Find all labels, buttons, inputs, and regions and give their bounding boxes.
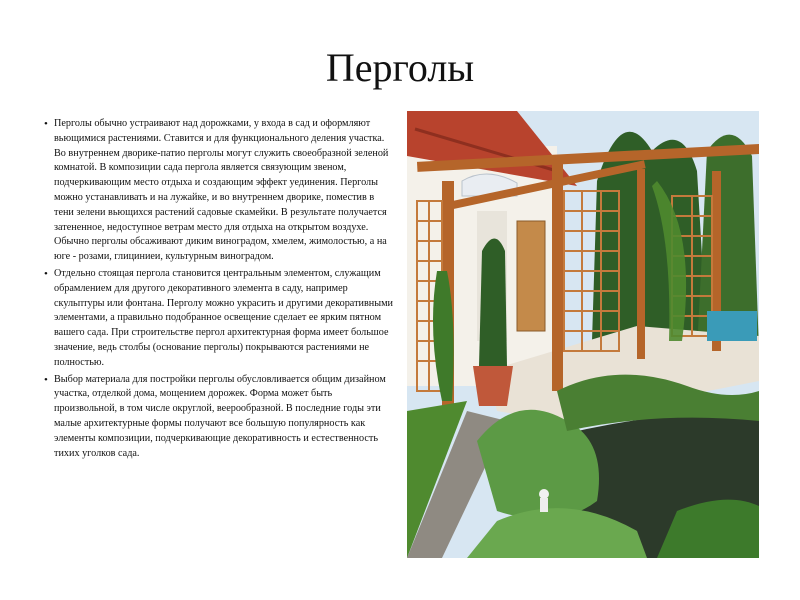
cypress: [479, 239, 507, 367]
pergola-illustration: [407, 111, 759, 558]
pergola-photo: [407, 111, 759, 558]
bench: [707, 311, 757, 341]
slide-title: Перголы: [325, 45, 475, 90]
bullet-list: [44, 117, 394, 463]
flower-pot: [473, 366, 513, 406]
bullet-paragraph-1: • Перголы обычно устраивают над дорожками, у входа в сад и оформляют вьющимися растениями. Ставится и для функционального деления участка. Во внутреннем дворике-патио перголы могут служить своеобразной зеленой комнатой. В композиции сада пергола является связующим звеном, подчеркивающим место отдыха и создающим эффект уединения. Перголы можно устанавливать и на лужайке, и во внутреннем дворике, поместив в тени зелени вьющихся растений садовые скамейки. В результате получается затененное, недоступное ветрам место для отдыха на открытом воздухе. Обычно перголы обсаживают диким виноградом, хмелем, жимолостью, а на юге - розами, глициниеи, культурным виноградом.: [44, 117, 394, 265]
bullet-paragraph-2: • Отдельно стоящая пергола становится центральным элементом, служащим обрамлением для другого декоративного элемента в саду, например скульптуры или фонтана. Перголу можно украсить и другими декоративными элементами, а правильно подобранное освещение сделает ее ярким пятном вашего сада. При строительстве пергол архитектурная форма имеет большое значение, ведь столбы (основание перголы) покрываются растениями не полностью.: [44, 267, 394, 371]
house-door: [517, 221, 545, 331]
bullet-paragraph-3: • Выбор материала для постройки перголы обусловливается общим дизайном участка, отделкой дома, мощением дорожек. Форма может быть произвольной, в том числе округлой, веерообразной. В последние годы эти малые архитектурные формы получают все большую популярность как элементы композиции, подчеркивающие декоративность и естественность тихих уголков сада.: [44, 373, 394, 462]
garden-statue: [539, 489, 549, 499]
